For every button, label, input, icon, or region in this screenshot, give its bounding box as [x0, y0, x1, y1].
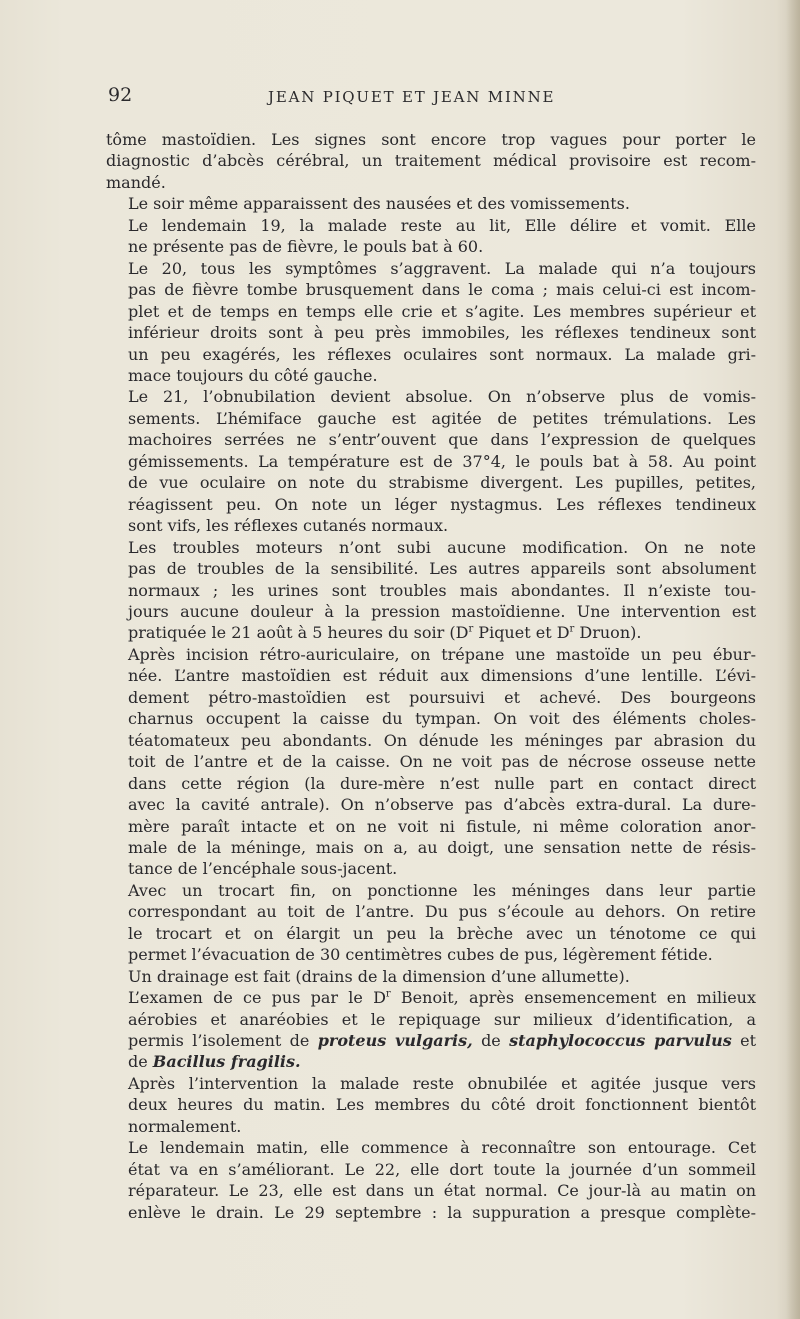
- text-line: plet et de temps en temps elle crie et s’agite. Les membres supérieur et: [128, 301, 756, 321]
- text-line: le trocart et on élargit un peu la brèche avec un ténotome ce qui: [128, 923, 756, 943]
- text-line: pas de fièvre tombe brusquement dans le coma ; mais celui-ci est incom-: [128, 280, 756, 300]
- paragraph-3: [106, 215, 756, 258]
- page-edge-shadow: [786, 0, 800, 1319]
- text-line: [106, 987, 756, 1008]
- text-line: Un drainage est fait (drains de la dimension d’une allumette).: [128, 966, 630, 986]
- text-run: Benoit, après ensemencement en milieux: [390, 988, 757, 1008]
- text-run: de: [128, 1052, 153, 1072]
- text-line: Après incision rétro-auriculaire, on trépane une mastoïde un peu ébur-: [128, 644, 756, 664]
- text-line: réagissent peu. On note un léger nystagmus. Les réflexes tendineux: [128, 494, 756, 514]
- paragraph-7: [106, 644, 756, 880]
- text-line: pas de troubles de la sensibilité. Les autres appareils sont absolument: [128, 559, 756, 579]
- text-line: Les troubles moteurs n’ont subi aucune modification. On ne note: [128, 537, 756, 557]
- text-line: tôme mastoïdien. Les signes sont encore trop vagues pour porter le: [106, 130, 756, 149]
- text-run: Druon).: [574, 623, 642, 643]
- text-line: Le 20, tous les symptômes s’aggravent. La malade qui n’a toujours: [128, 258, 756, 278]
- italic-species-name: staphylococcus parvulus: [509, 1031, 732, 1051]
- text-line: ne présente pas de fièvre, le pouls bat à 60.: [128, 237, 484, 257]
- text-line: Le lendemain 19, la malade reste au lit, Elle délire et vomit. Elle: [128, 215, 756, 235]
- text-line: mace toujours du côté gauche.: [128, 365, 378, 385]
- text-line: [106, 1030, 756, 1051]
- text-line: dans cette région (la dure-mère n’est nulle part en contact direct: [128, 773, 756, 793]
- text-line: Le soir même apparaissent des nausées et des vomissements.: [128, 194, 630, 214]
- running-title: JEAN PIQUET ET JEAN MINNE: [268, 88, 556, 106]
- text-run: de: [472, 1031, 510, 1051]
- paragraph-6: [106, 537, 756, 644]
- paragraph-1: [106, 129, 756, 193]
- text-line: réparateur. Le 23, elle est dans un état normal. Ce jour-là au matin on: [128, 1181, 756, 1201]
- italic-species-name: Bacillus fragilis.: [152, 1052, 301, 1072]
- text-line: male de la méninge, mais on a, au doigt, une sensation nette de résis-: [128, 837, 756, 857]
- text-line: [106, 622, 756, 643]
- text-line: de vue oculaire on note du strabisme divergent. Les pupilles, petites,: [128, 473, 756, 493]
- superscript: r: [569, 624, 575, 636]
- paragraph-4: [106, 258, 756, 387]
- text-line: mandé.: [106, 172, 166, 192]
- text-line: inférieur droits sont à peu près immobiles, les réflexes tendineux sont: [128, 323, 756, 343]
- text-line: machoires serrées ne s’entr’ouvent que dans l’expression de quelques: [128, 430, 756, 450]
- page-number: 92: [108, 84, 133, 106]
- paragraph-9: [106, 966, 756, 987]
- text-line: diagnostic d’abcès cérébral, un traitement médical provisoire est recom-: [106, 151, 756, 171]
- text-line: charnus occupent la caisse du tympan. On voit des éléments choles-: [128, 709, 756, 729]
- text-run: L’examen de ce pus par le D: [128, 988, 386, 1008]
- paragraph-11: [106, 1073, 756, 1137]
- text-line: deux heures du matin. Les membres du côté droit fonctionnent bientôt: [128, 1095, 756, 1115]
- text-line: sements. L’hémiface gauche est agitée de petites trémulations. Les: [128, 408, 756, 428]
- text-line: normaux ; les urines sont troubles mais abondantes. Il n’existe tou-: [128, 580, 756, 600]
- text-run: et: [731, 1031, 757, 1051]
- text-line: tance de l’encéphale sous-jacent.: [128, 859, 398, 879]
- text-line: Avec un trocart fin, on ponctionne les méninges dans leur partie: [128, 880, 756, 900]
- text-run: permis l’isolement de: [128, 1031, 318, 1051]
- text-line: un peu exagérés, les réflexes oculaires sont normaux. La malade gri-: [128, 344, 756, 364]
- text-line: Le 21, l’obnubilation devient absolue. On n’observe plus de vomis-: [128, 387, 756, 407]
- text-run: Piquet et D: [473, 623, 570, 643]
- text-line: permet l’évacuation de 30 centimètres cubes de pus, légèrement fétide.: [128, 945, 713, 965]
- text-run: pratiquée le 21 août à 5 heures du soir (D: [128, 623, 469, 643]
- text-line: dement pétro-mastoïdien est poursuivi et achevé. Des bourgeons: [128, 687, 756, 707]
- running-head: [108, 84, 754, 114]
- text-line: gémissements. La température est de 37°4, le pouls bat à 58. Au point: [128, 451, 756, 471]
- text-line: état va en s’améliorant. Le 22, elle dort toute la journée d’un sommeil: [128, 1159, 756, 1179]
- text-line: enlève le drain. Le 29 septembre : la suppuration a presque complète-: [128, 1202, 756, 1222]
- text-line: [106, 1051, 756, 1072]
- paragraph-12: [106, 1137, 756, 1223]
- text-line: téatomateux peu abondants. On dénude les méninges par abrasion du: [128, 730, 756, 750]
- text-line: aérobies et anaréobies et le repiquage sur milieux d’identification, a: [128, 1009, 756, 1029]
- text-line: normalement.: [128, 1116, 242, 1136]
- superscript: r: [468, 624, 474, 636]
- italic-species-name: proteus vulgaris,: [317, 1031, 473, 1051]
- text-line: Le lendemain matin, elle commence à reconnaître son entourage. Cet: [128, 1138, 756, 1158]
- body-text: [106, 129, 756, 1223]
- paragraph-10: [106, 987, 756, 1073]
- text-line: jours aucune douleur à la pression mastoïdienne. Une intervention est: [128, 601, 756, 621]
- paragraph-5: [106, 386, 756, 536]
- text-line: correspondant au toit de l’antre. Du pus s’écoule au dehors. On retire: [128, 902, 756, 922]
- paragraph-2: [106, 193, 756, 214]
- text-line: sont vifs, les réflexes cutanés normaux.: [128, 516, 449, 536]
- text-line: mère paraît intacte et on ne voit ni fistule, ni même coloration anor-: [128, 816, 756, 836]
- text-line: née. L’antre mastoïdien est réduit aux dimensions d’une lentille. L’évi-: [128, 666, 756, 686]
- text-line: Après l’intervention la malade reste obnubilée et agitée jusque vers: [128, 1073, 756, 1093]
- text-line: toit de l’antre et de la caisse. On ne voit pas de nécrose osseuse nette: [128, 752, 756, 772]
- text-line: avec la cavité antrale). On n’observe pas d’abcès extra-dural. La dure-: [128, 795, 756, 815]
- paragraph-8: [106, 880, 756, 966]
- superscript: r: [385, 988, 391, 1000]
